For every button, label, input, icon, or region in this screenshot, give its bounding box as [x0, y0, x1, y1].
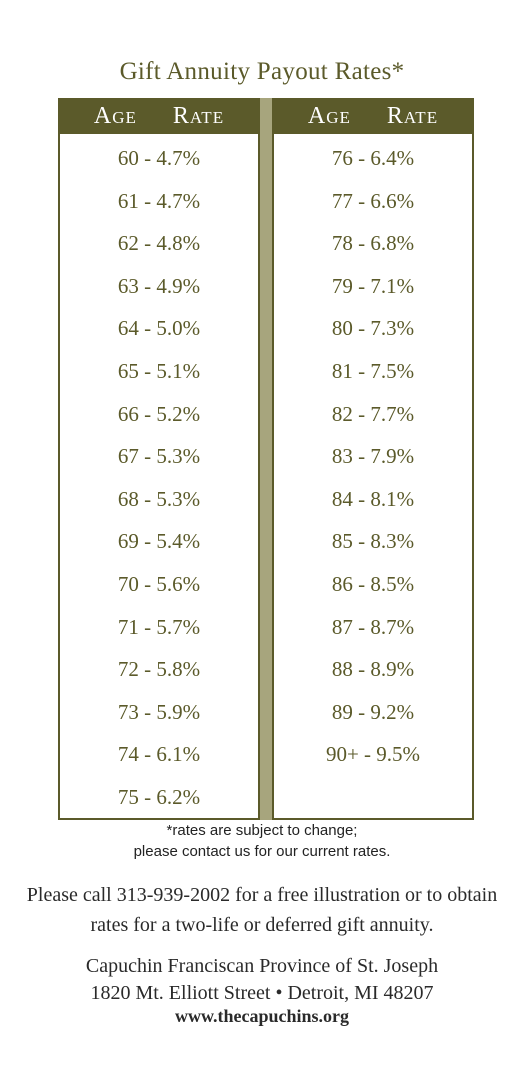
- rate-row: 77 - 6.6%: [331, 188, 415, 213]
- age-header: Age: [307, 102, 351, 129]
- rates-column-right: [272, 98, 474, 820]
- rate-row: 63 - 4.9%: [117, 273, 201, 298]
- rate-row: 76 - 6.4%: [331, 146, 415, 170]
- rate-row: 72 - 5.8%: [117, 657, 201, 682]
- rate-row: 74 - 6.1%: [117, 742, 201, 767]
- rate-row: 80 - 7.3%: [331, 316, 415, 341]
- rate-row: 68 - 5.3%: [117, 486, 201, 511]
- rate-row: 69 - 5.4%: [117, 529, 201, 554]
- column-header-right: [272, 98, 474, 134]
- rate-row: 81 - 7.5%: [331, 359, 415, 383]
- rates-list-right: [274, 134, 472, 818]
- rate-row: 61 - 4.7%: [117, 188, 201, 213]
- rate-row: 79 - 7.1%: [331, 273, 415, 298]
- disclaimer-line-2: please contact us for our current rates.: [133, 843, 391, 860]
- rate-row: 89 - 9.2%: [331, 699, 415, 724]
- rate-row: 65 - 5.1%: [117, 359, 201, 383]
- rate-header: Rate: [386, 102, 439, 129]
- rate-row: 73 - 5.9%: [117, 699, 201, 724]
- rate-row: 84 - 8.1%: [331, 486, 415, 511]
- call-line-2: rates for a two-life or deferred gift annuity.: [90, 914, 434, 936]
- rate-row: 66 - 5.2%: [117, 401, 201, 426]
- rate-row: 64 - 5.0%: [117, 316, 201, 341]
- rate-row: 67 - 5.3%: [117, 444, 201, 469]
- rates-list-left: [60, 134, 258, 818]
- rate-row: 62 - 4.8%: [117, 231, 201, 256]
- page-title: Gift Annuity Payout Rates*: [119, 58, 405, 85]
- rate-row: 85 - 8.3%: [331, 529, 415, 554]
- rate-row: 78 - 6.8%: [331, 231, 415, 256]
- rates-table: [58, 98, 474, 820]
- rate-row: 60 - 4.7%: [117, 146, 201, 170]
- disclaimer-line-1: *rates are subject to change;: [166, 822, 358, 839]
- rate-row: 71 - 5.7%: [117, 614, 201, 639]
- rate-header: Rate: [172, 102, 225, 129]
- street-address: 1820 Mt. Elliott Street • Detroit, MI 48207: [90, 982, 434, 1004]
- rates-column-left: [58, 98, 260, 820]
- website-link[interactable]: www.thecapuchins.org: [174, 1006, 349, 1026]
- rate-row: 86 - 8.5%: [331, 572, 415, 596]
- rate-row: 90+ - 9.5%: [325, 742, 421, 767]
- rate-row: 87 - 8.7%: [331, 614, 415, 639]
- rate-row: 88 - 8.9%: [331, 657, 415, 682]
- rate-row: 70 - 5.6%: [117, 572, 201, 596]
- column-header-left: [58, 98, 260, 134]
- age-header: Age: [93, 102, 137, 129]
- rate-row: 82 - 7.7%: [331, 401, 415, 426]
- rate-row: 83 - 7.9%: [331, 444, 415, 469]
- rate-row: 75 - 6.2%: [117, 785, 201, 809]
- column-divider: [260, 98, 272, 820]
- call-line-1: Please call 313-939-2002 for a free illustration or to obtain: [26, 884, 498, 906]
- organization-name: Capuchin Franciscan Province of St. Joseph: [85, 955, 439, 977]
